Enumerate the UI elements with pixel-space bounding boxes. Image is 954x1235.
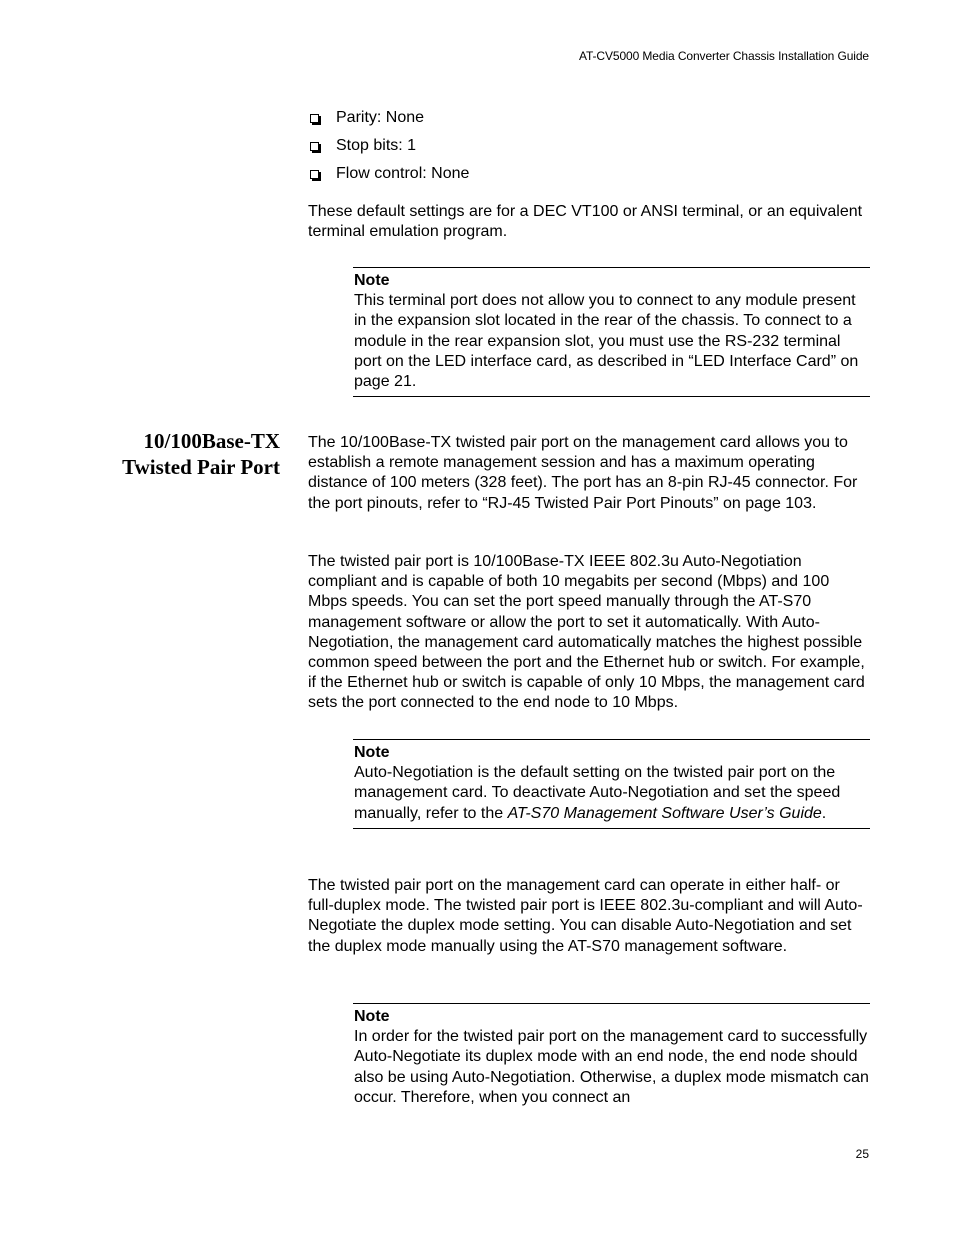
intro-paragraph: These default settings are for a DEC VT100 or ANSI terminal, or an equivalent terminal emulation program. (308, 203, 863, 241)
paragraph-port-overview: The 10/100Base-TX twisted pair port on the management card allows you to establish a remote management session and has a maximum operating distance of 100 meters (328 feet). The port has an 8-pin RJ-45 connector. For the port pinouts, refer to “RJ-45 Twisted Pair Port Pinouts” on page 103. (308, 434, 858, 512)
note-box-duplex-mismatch (353, 1003, 870, 1112)
note-body: This terminal port does not allow you to connect to any module present in the expansion slot located in the rear of the chassis. To connect to a module in the rear expansion slot, you must use the RS-232 terminal port on the LED interface card, as described in “LED Interface Card” on page 21. (354, 292, 859, 391)
section-heading (100, 428, 280, 480)
section-heading-line1: 10/100Base-TX (143, 429, 280, 453)
note-body-text: Auto-Negotiation is the default setting on the twisted pair port on the management card. To deactivate Auto-Negotiation and set the speed manually, refer to the (354, 764, 841, 822)
checkbox-bullet-icon (310, 114, 319, 123)
list-item (308, 164, 469, 192)
checkbox-bullet-icon (310, 142, 319, 151)
note-body (354, 763, 870, 824)
list-item-text: Flow control: None (336, 165, 470, 182)
running-header: AT-CV5000 Media Converter Chassis Installation Guide (578, 49, 869, 63)
list-item (308, 136, 469, 164)
note-title: Note (354, 1008, 390, 1025)
paragraph-duplex-mode: The twisted pair port on the management card can operate in either half- or full-duplex mode. The twisted pair port is IEEE 802.3u-compliant and will Auto-Negotiate the duplex mode setting. You can disable Auto-Negotiation and set the duplex mode manually using the AT-S70 management software. (308, 877, 863, 955)
note-body: In order for the twisted pair port on the management card to successfully Auto-Negotiate its duplex mode with an end node, the end node should also be using Auto-Negotiation. Otherwise, a duplex mode mismatch can occur. Therefore, when you connect an (354, 1028, 869, 1106)
guide-title-italic: AT-S70 Management Software User’s Guide (507, 804, 822, 822)
section-heading-line2: Twisted Pair Port (122, 455, 280, 479)
note-title: Note (354, 744, 390, 761)
note-title: Note (354, 272, 390, 289)
checkbox-bullet-icon (310, 170, 319, 179)
list-item-text: Stop bits: 1 (336, 137, 417, 154)
page-number: 25 (855, 1147, 869, 1161)
note-body-end: . (821, 804, 827, 822)
settings-list (308, 108, 469, 192)
list-item (308, 108, 469, 136)
note-box-auto-negotiation (353, 739, 870, 829)
note-box-terminal-port (353, 267, 870, 397)
list-item-text: Parity: None (336, 109, 425, 126)
paragraph-auto-negotiation: The twisted pair port is 10/100Base-TX IEEE 802.3u Auto-Negotiation compliant and is capable of both 10 megabits per second (Mbps) and 100 Mbps speeds. You can set the port speed manually through the AT-S70 management software or allow the port to set it automatically. With Auto-Negotiation, the management card automatically matches the highest possible common speed between the port and the Ethernet hub or switch. For example, if the Ethernet hub or switch is capable of only 10 Mbps, the management card sets the port connected to the end node to 10 Mbps. (308, 553, 865, 712)
